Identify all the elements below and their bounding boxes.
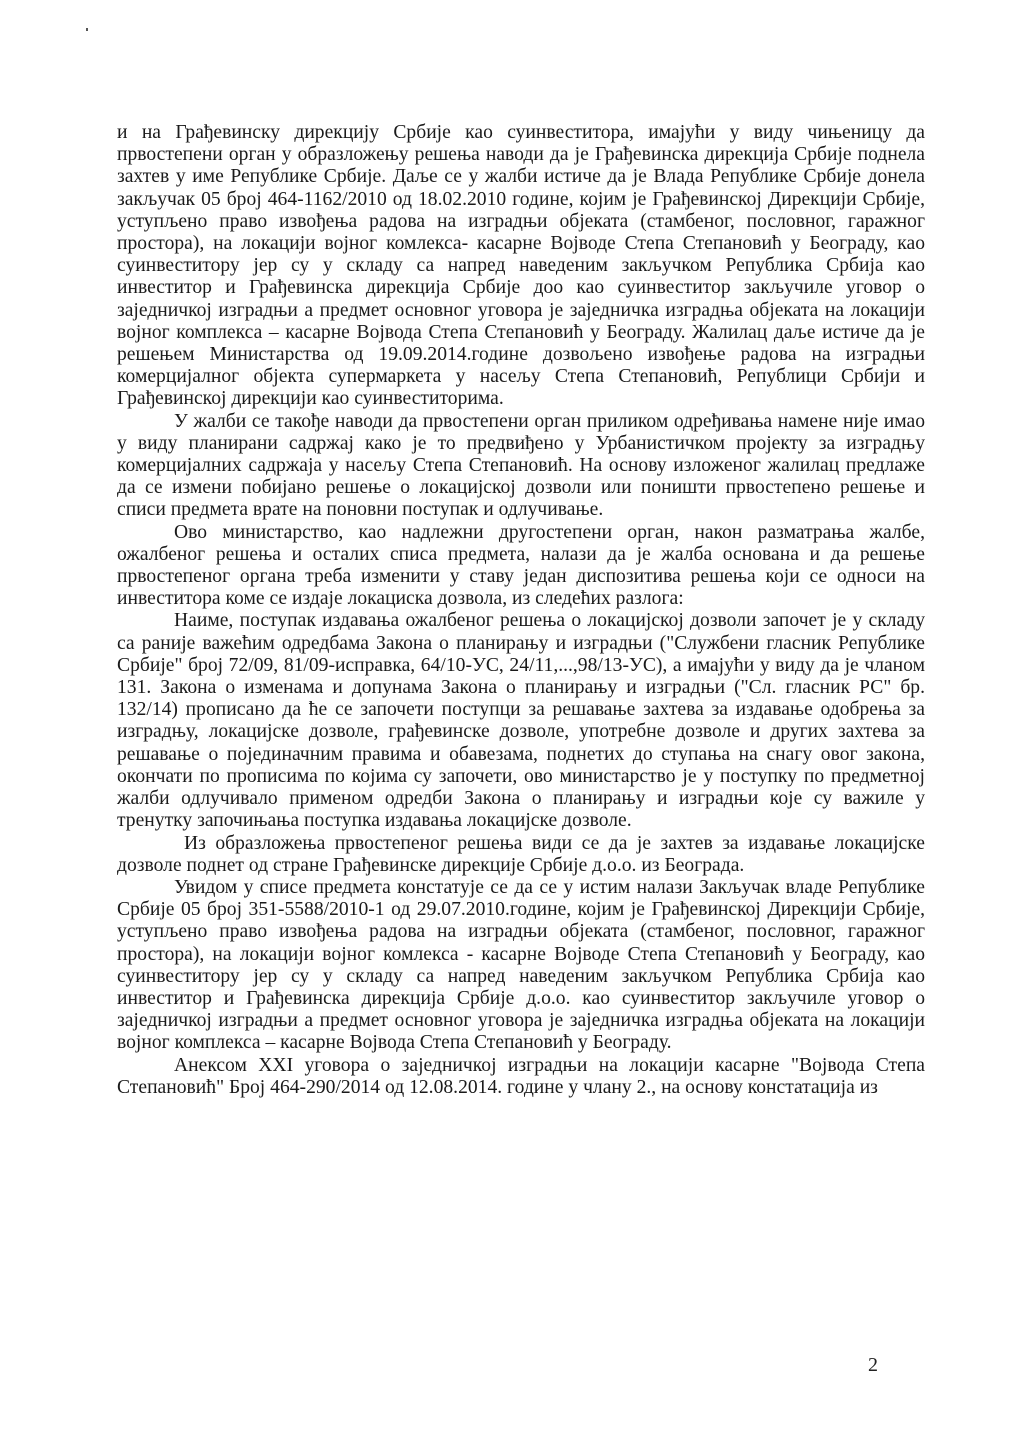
paragraph-4: Наиме, поступак издавања ожалбеног решења о локацијској дозволи започет је у складу са раније важећим одредбама Закона о планирању и изградњи ("Службени гласник Републике Србије" број 72/09, 81/09-исправка, 64/10-УС, 24/11,...,98/13-УС), а имајући у виду да је чланом 131. Закона о изменама и допунама Закона о планирању и изградњи ("Сл. гласник РС" бр. 132/14) прописано да ће се започети поступци за решавање захтева за издавање одобрења за изградњу, локацијске дозволе, грађевинске дозволе, употребне дозволе и других захтева за решавање о појединачним правима и обавезама, поднетих до ступања на снагу овог закона, окончати по прописима по којима су започети, ово министарство је у поступку по предметној жалби одлучивало применом одредби Закона о планирању и изградњи које су важиле у тренутку започињања поступка издавања локацијске дозволе. [117, 610, 925, 832]
paragraph-5: Из образложења првостепеног решења види се да је захтев за издавање локацијске дозволе поднет од стране Грађевинске дирекције Србије д.о.о. из Београда. [117, 832, 925, 876]
paragraph-3: Ово министарство, као надлежни другостепени орган, након разматрања жалбе, ожалбеног решења и осталих списа предмета, налази да је жалба основана и да решење првостепеног органа треба изменити у ставу један диспозитива решења који се односи на инвеститора коме се издаје локациска дозвола, из следећих разлога: [117, 521, 925, 610]
scan-speck [86, 28, 88, 31]
paragraph-6: Увидом у списе предмета констатује се да се у истим налази Закључак владе Републике Србије 05 број 351-5588/2010-1 од 29.07.2010.године, којим је Грађевинској Дирекцији Србије, уступљено право извођења радова на изградњи објеката (стамбеног, пословног, гаражног простора), на локацији војног комлекса - касарне Војводе Степа Степановић у Београду, као суинвеститору јер су у складу са напред наведеним закључком Република Србија као инвеститор и Грађевинска дирекција Србије д.о.о. као суинвеститор закључиле уговор о заједничкој изградњи а предмет основног уговора је заједничка изградња објеката на локацији војног комплекса – касарне Војвода Степа Степановић у Београду. [117, 876, 925, 1054]
paragraph-7: Анексом XXI уговора о заједничкој изградњи на локацији касарне "Војвода Степа Степановић" Број 464-290/2014 од 12.08.2014. године у члану 2., на основу констатација из [117, 1054, 925, 1098]
paragraph-1: и на Грађевинску дирекцију Србије као суинвеститора, имајући у виду чињеницу да првостепени орган у образложењу решења наводи да је Грађевинска дирекција Србије поднела захтев у име Републике Србије. Даље се у жалби истиче да је Влада Републике Србије донела закључак 05 број 464-1162/2010 од 18.02.2010 године, којим је Грађевинској Дирекцији Србије, уступљено право извођења радова на изградњи објеката (стамбеног, пословног, гаражног простора), на локацији војног комлекса- касарне Војводе Степа Степановић у Београду, као суинвеститору јер су у складу са напред наведеним закључком Република Србија као инвеститор и Грађевинска дирекција Србије доо као суинвеститор закључиле уговор о заједничкој изградњи а предмет основног уговора је заједничка изградња објеката на локацији војног комплекса – касарне Војвода Степа Степановић у Београду. Жалилац даље истиче да је решењем Министарства од 19.09.2014.године дозвољено извођење радова на изградњи комерцијалног објекта супермаркета у насељу Степа Степановић, Републици Србији и Грађевинској дирекцији као суинвеститорима. [117, 122, 925, 410]
paragraph-2: У жалби се такође наводи да првостепени орган приликом одређивања намене није имао у виду планирани садржај како је то предвиђено у Урбанистичком пројекту за изградњу комерцијалних садржаја у насељу Степа Степановић. На основу изложеног жалилац предлаже да се измени побијано решење о локацијској дозволи или поништи првостепено решење и списи предмета врате на поновни поступак и одлучивање. [117, 410, 925, 521]
page-number: 2 [868, 1354, 878, 1376]
document-body [117, 122, 925, 1099]
